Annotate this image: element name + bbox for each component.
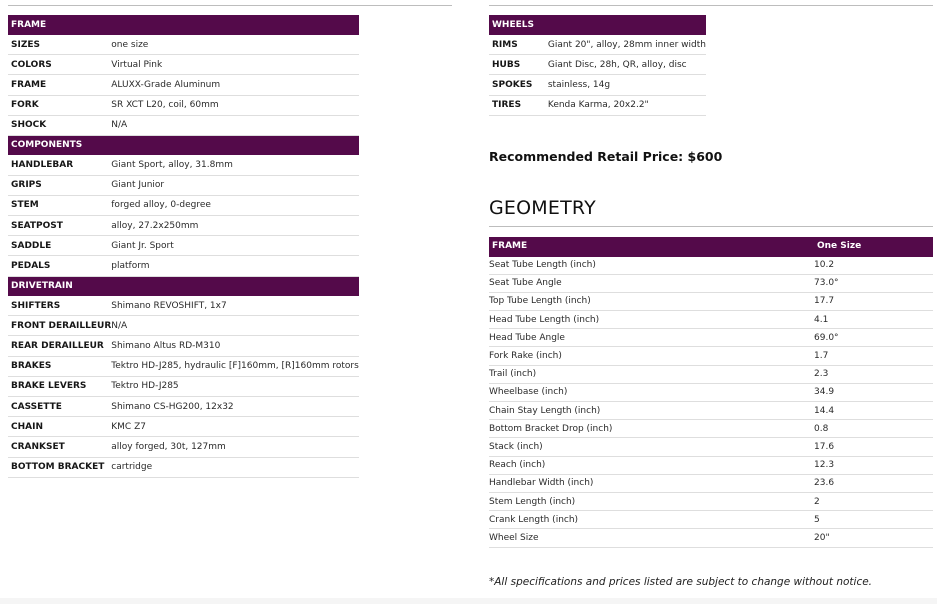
spec-value: alloy, 27.2x250mm: [111, 216, 359, 236]
geometry-label: Stack (inch): [489, 438, 814, 456]
spec-label: FORK: [8, 95, 111, 115]
spec-label: REAR DERAILLEUR: [8, 336, 111, 356]
geometry-value: 2.3: [814, 365, 933, 383]
geometry-label: Fork Rake (inch): [489, 347, 814, 365]
spec-value: Kenda Karma, 20x2.2": [548, 95, 706, 115]
spec-value: KMC Z7: [111, 417, 359, 437]
spec-row: [8, 95, 359, 115]
top-divider-left: [8, 5, 452, 6]
spec-label: CASSETTE: [8, 397, 111, 417]
spec-row: [8, 356, 359, 376]
geometry-row: [489, 402, 933, 420]
spec-label: CRANKSET: [8, 437, 111, 457]
spec-row: [8, 437, 359, 457]
geometry-header-size: One Size: [814, 237, 933, 256]
geometry-row: [489, 256, 933, 274]
spec-value: Shimano REVOSHIFT, 1x7: [111, 296, 359, 316]
geometry-value: 20": [814, 529, 933, 547]
spec-label: PEDALS: [8, 256, 111, 276]
spec-label: RIMS: [489, 35, 548, 55]
spec-value: ALUXX-Grade Aluminum: [111, 75, 359, 95]
spec-row: [8, 457, 359, 477]
spec-row: [8, 115, 359, 135]
geometry-value: 17.6: [814, 438, 933, 456]
disclaimer-text: *All specifications and prices listed are subject to change without notice.: [489, 576, 873, 588]
section-title: COMPONENTS: [8, 135, 359, 155]
spec-row: [8, 195, 359, 215]
geometry-table: [489, 237, 933, 548]
geometry-label: Bottom Bracket Drop (inch): [489, 420, 814, 438]
section-header-components: [8, 135, 359, 155]
spec-label: BRAKE LEVERS: [8, 376, 111, 396]
geometry-label: Chain Stay Length (inch): [489, 402, 814, 420]
spec-row: [8, 417, 359, 437]
geometry-label: Wheelbase (inch): [489, 383, 814, 401]
spec-value: alloy forged, 30t, 127mm: [111, 437, 359, 457]
spec-row: [8, 155, 359, 175]
geometry-value: 73.0°: [814, 274, 933, 292]
geometry-label: Seat Tube Angle: [489, 274, 814, 292]
spec-row: [8, 236, 359, 256]
section-title: WHEELS: [489, 15, 706, 35]
geometry-label: Handlebar Width (inch): [489, 474, 814, 492]
spec-label: SADDLE: [8, 236, 111, 256]
geometry-row: [489, 292, 933, 310]
geometry-label: Top Tube Length (inch): [489, 292, 814, 310]
geometry-title: GEOMETRY: [489, 197, 596, 219]
spec-value: Giant Junior: [111, 175, 359, 195]
geometry-label: Head Tube Length (inch): [489, 311, 814, 329]
spec-label: BRAKES: [8, 356, 111, 376]
geometry-row: [489, 492, 933, 510]
spec-label: CHAIN: [8, 417, 111, 437]
spec-row: [489, 35, 706, 55]
spec-value: platform: [111, 256, 359, 276]
geometry-label: Crank Length (inch): [489, 511, 814, 529]
spec-row: [489, 75, 706, 95]
geometry-row: [489, 365, 933, 383]
geometry-value: 14.4: [814, 402, 933, 420]
spec-label: SHIFTERS: [8, 296, 111, 316]
geometry-value: 12.3: [814, 456, 933, 474]
spec-row: [489, 55, 706, 75]
geometry-label: Trail (inch): [489, 365, 814, 383]
spec-value: SR XCT L20, coil, 60mm: [111, 95, 359, 115]
spec-label: SEATPOST: [8, 216, 111, 236]
geometry-label: Stem Length (inch): [489, 492, 814, 510]
section-title: FRAME: [8, 15, 359, 35]
spec-row: [8, 336, 359, 356]
geometry-label: Wheel Size: [489, 529, 814, 547]
spec-row: [8, 55, 359, 75]
spec-label: SIZES: [8, 35, 111, 55]
geometry-label: Seat Tube Length (inch): [489, 256, 814, 274]
wheels-table: [489, 15, 706, 116]
spec-value: cartridge: [111, 457, 359, 477]
spec-value: stainless, 14g: [548, 75, 706, 95]
spec-value: Shimano Altus RD-M310: [111, 336, 359, 356]
spec-label: SPOKES: [489, 75, 548, 95]
section-header-wheels: [489, 15, 706, 35]
spec-label: STEM: [8, 195, 111, 215]
geometry-row: [489, 456, 933, 474]
spec-value: Shimano CS-HG200, 12x32: [111, 397, 359, 417]
geometry-divider: [489, 226, 933, 227]
retail-price: Recommended Retail Price: $600: [489, 149, 723, 164]
geometry-value: 10.2: [814, 256, 933, 274]
spec-value: Virtual Pink: [111, 55, 359, 75]
geometry-row: [489, 311, 933, 329]
spec-label: COLORS: [8, 55, 111, 75]
spec-value: forged alloy, 0-degree: [111, 195, 359, 215]
page-bottom-band: [0, 598, 937, 604]
spec-label: BOTTOM BRACKET: [8, 457, 111, 477]
geometry-value: 2: [814, 492, 933, 510]
geometry-row: [489, 511, 933, 529]
geometry-row: [489, 529, 933, 547]
geometry-header-label: FRAME: [489, 237, 814, 256]
spec-row: [8, 216, 359, 236]
section-header-drivetrain: [8, 276, 359, 296]
geometry-label: Reach (inch): [489, 456, 814, 474]
geometry-row: [489, 274, 933, 292]
spec-value: Giant Sport, alloy, 31.8mm: [111, 155, 359, 175]
geometry-row: [489, 438, 933, 456]
spec-value: Tektro HD-J285: [111, 376, 359, 396]
top-divider-right: [489, 5, 933, 6]
section-title: DRIVETRAIN: [8, 276, 359, 296]
geometry-value: 23.6: [814, 474, 933, 492]
geometry-value: 4.1: [814, 311, 933, 329]
geometry-row: [489, 329, 933, 347]
geometry-value: 17.7: [814, 292, 933, 310]
spec-row: [8, 296, 359, 316]
spec-label: HANDLEBAR: [8, 155, 111, 175]
spec-row: [8, 35, 359, 55]
spec-row: [8, 316, 359, 336]
spec-row: [489, 95, 706, 115]
spec-label: SHOCK: [8, 115, 111, 135]
spec-label: FRAME: [8, 75, 111, 95]
geometry-row: [489, 347, 933, 365]
geometry-value: 1.7: [814, 347, 933, 365]
geometry-label: Head Tube Angle: [489, 329, 814, 347]
spec-value: Giant 20", alloy, 28mm inner width: [548, 35, 706, 55]
geometry-row: [489, 420, 933, 438]
spec-value: N/A: [111, 316, 359, 336]
spec-value: Tektro HD-J285, hydraulic [F]160mm, [R]160mm rotors: [111, 356, 359, 376]
geometry-value: 0.8: [814, 420, 933, 438]
geometry-value: 5: [814, 511, 933, 529]
spec-row: [8, 397, 359, 417]
spec-row: [8, 175, 359, 195]
geometry-row: [489, 383, 933, 401]
geometry-value: 34.9: [814, 383, 933, 401]
spec-label: GRIPS: [8, 175, 111, 195]
specs-table: [8, 15, 359, 478]
spec-value: Giant Disc, 28h, QR, alloy, disc: [548, 55, 706, 75]
spec-row: [8, 376, 359, 396]
spec-label: FRONT DERAILLEUR: [8, 316, 111, 336]
geometry-header-row: [489, 237, 933, 256]
spec-value: one size: [111, 35, 359, 55]
spec-row: [8, 75, 359, 95]
spec-label: TIRES: [489, 95, 548, 115]
spec-value: N/A: [111, 115, 359, 135]
spec-row: [8, 256, 359, 276]
geometry-row: [489, 474, 933, 492]
geometry-value: 69.0°: [814, 329, 933, 347]
spec-label: HUBS: [489, 55, 548, 75]
spec-value: Giant Jr. Sport: [111, 236, 359, 256]
section-header-frame: [8, 15, 359, 35]
